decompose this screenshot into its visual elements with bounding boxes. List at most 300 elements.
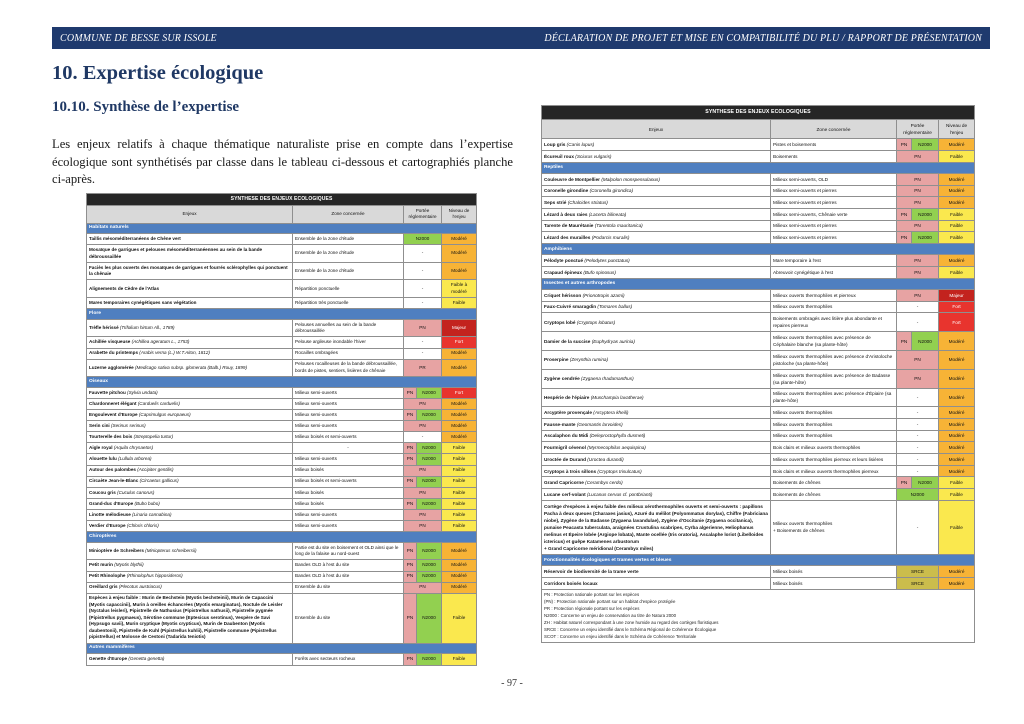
pn-badge: PN [897, 332, 912, 351]
level-badge: Modéré [442, 582, 477, 593]
pn-badge: PN [404, 571, 417, 582]
scientific-name: (Cerambyx cerdo) [585, 480, 623, 486]
table-row [87, 387, 477, 398]
zone-cell: Bois clairs et milieux ouverts thermophiles pierreux [771, 465, 897, 477]
scientific-name: (Uroctea durandi) [587, 456, 624, 462]
level-badge: Faible [442, 298, 477, 309]
zone-cell: Partie est du site en boisement et OLD ainsi que le long de la falaise au nord-ouest [293, 542, 404, 560]
zone-cell: Forêts avec secteurs rocheux [293, 654, 404, 665]
zone-cell: Boisements de chênes [771, 477, 897, 489]
n2000-badge: N2000 [912, 139, 939, 151]
level-badge: Faible [442, 521, 477, 532]
scientific-name: (Cryptops lobatus) [576, 319, 616, 325]
level-badge: Modéré [939, 578, 975, 590]
legend-line: SRCE : Concerne un enjeu identifié dans le Schéma Régional de Cohérence Écologique [544, 627, 717, 633]
level-badge: Fort [442, 387, 477, 398]
scientific-name: (Zygaena rhadamanthus) [581, 376, 634, 382]
table-row [87, 410, 477, 421]
enjeu-cell [542, 477, 771, 489]
pn-badge: PN [404, 387, 417, 398]
species-name: Uroctée de Durand [544, 456, 586, 462]
legend-line: PR : Protection régionale portant sur les espèces [544, 606, 640, 612]
enjeu-cell [87, 487, 293, 498]
scientific-name: (Caprimulgus europaeus) [138, 411, 191, 417]
species-name: Mares temporaires cynégétiques sans végétation [89, 299, 197, 305]
enjeu-cell [542, 369, 771, 388]
table-row [542, 418, 975, 430]
pn-badge: PN [404, 509, 442, 520]
table-row [87, 476, 477, 487]
zone-cell: Milieux boisés et semi-ouverts [293, 476, 404, 487]
species-name: Écureuil roux [544, 153, 574, 159]
n2000-badge: N2000 [417, 454, 442, 465]
enjeu-cell [87, 509, 293, 520]
n2000-badge: N2000 [417, 387, 442, 398]
portee-none: - [404, 280, 442, 298]
table-row [542, 209, 975, 221]
species-name: Autour des palombes [89, 467, 136, 473]
scientific-name: (Zerynthia rumina) [569, 357, 609, 363]
pn-badge: PN [404, 542, 417, 560]
enjeu-cell [542, 267, 771, 279]
species-name: Damier de la succise [544, 338, 591, 344]
section-row [542, 244, 975, 255]
section-row [87, 532, 477, 543]
level-badge: Modéré [442, 399, 477, 410]
legend-line: (PN) : Protection nationale portant sur un habitat d'espèce protégée [544, 599, 676, 605]
portee-none: - [404, 432, 442, 443]
portee-none: - [404, 245, 442, 263]
table-row [542, 388, 975, 407]
species-name: Lucane cerf-volant [544, 491, 586, 497]
species-name: Chardonneret élégant [89, 400, 137, 406]
enjeu-cell [542, 197, 771, 209]
col-header-zone: Zone concernée [771, 120, 897, 139]
zone-cell: Milieux semi-ouverts et pierres [771, 232, 897, 244]
enjeu-cell [542, 418, 771, 430]
table-row [87, 509, 477, 520]
enjeu-cell [87, 234, 293, 245]
zone-cell: Rocailles ombragées [293, 348, 404, 359]
species-name: Grand-duc d'Europe [89, 500, 134, 506]
table-row [542, 267, 975, 279]
pn-badge: PN [897, 173, 939, 185]
legend-row [542, 589, 975, 643]
enjeu-cell [87, 476, 293, 487]
zone-cell: Pelouses rocailleuses de la bande débroussaillée, bords de pistes, sentiers, lisières de chênaie [293, 359, 404, 377]
portee-none: - [404, 348, 442, 359]
table-row [542, 350, 975, 369]
synthesis-table-left [86, 193, 476, 662]
section-row [542, 278, 975, 289]
species-name: Coronelle girondine [544, 188, 589, 194]
level-badge: Faible [939, 150, 975, 162]
table-row [542, 197, 975, 209]
species-name: Espèces à enjeu faible : Murin de Bechstein (Myotis bechsteinii), Murin de Capaccini (Myotis capaccinii), Murin à oreilles échancrées (Myotis emarginatus), Noctule de Leisler (Nyctalus leisleri), Pipistrelle de Nathusius (Pipistrellus nathusii), Pipistrelle pygmée (Pipistrellus pygmaeus), Sérotine commune (Eptesicus serotinus), Vespère de Savi (Hypsugo savii), Murin cryptique (Myotis crypticus), Murin de Daubenton (Myotis daubentonii), Pipistrelle de Kuhl (Pipistrellus kuhlii), Pipistrelle commune (Pipistrellus pipistrellus) et Molosse de Cestoni (Tadarida teniotis) [89, 595, 283, 640]
section-row [542, 162, 975, 173]
scientific-name: (Sylvia undata) [127, 389, 158, 395]
header-band [52, 27, 990, 49]
table-body [542, 139, 975, 589]
enjeu-cell [87, 298, 293, 309]
pn-badge: PN [404, 421, 442, 432]
scientific-name: (Deleproctophylla dusmeti) [589, 433, 646, 439]
commune-label: COMMUNE DE BESSE SUR ISSOLE [60, 32, 217, 44]
level-badge: Faible [442, 465, 477, 476]
col-header-portee: Portée réglementaire [897, 120, 939, 139]
level-badge: Modéré [442, 348, 477, 359]
pn-badge: PN [897, 350, 939, 369]
level-badge: Modéré [442, 234, 477, 245]
section-row [87, 643, 477, 654]
zone-cell: Milieux semi-ouverts [293, 421, 404, 432]
table-row [87, 359, 477, 377]
table-legend [542, 589, 975, 643]
zone-cell: Milieux semi-ouverts et pierres [771, 185, 897, 197]
col-header-enjeux: Enjeux [542, 120, 771, 139]
enjeu-cell [542, 332, 771, 351]
species-name: Lézard à deux raies [544, 211, 588, 217]
level-badge: Faible [939, 489, 975, 501]
scientific-name: (Tarentola mauritanica) [594, 223, 643, 229]
zone-cell: Milieux semi-ouverts et pierres [771, 220, 897, 232]
enjeu-cell [87, 399, 293, 410]
enjeu-cell [87, 319, 293, 337]
species-name: Fourmigril cévenol [544, 445, 586, 451]
table-body [87, 223, 477, 665]
col-header-niveau: Niveau de l'enjeu [442, 205, 477, 223]
species-name: Genette d'Europe [89, 656, 128, 662]
level-badge: Modéré [442, 410, 477, 421]
scientific-name: (Arcyptera kheili) [593, 410, 629, 416]
zone-cell: Milieux ouverts thermophiles [771, 301, 897, 313]
level-badge: Modéré [939, 350, 975, 369]
species-name: Coucou gris [89, 489, 116, 495]
scientific-name: (Bufo spinosus) [583, 269, 616, 275]
level-badge: Faible [442, 443, 477, 454]
species-name: Hespérie de l'épiaire [544, 394, 590, 400]
zone-cell: Milieux semi-ouverts [293, 454, 404, 465]
section-label: Oiseaux [87, 377, 477, 388]
legend-line: SCOT : Concerne un enjeu identifié dans le Schéma de Cohérence Territoriale [544, 634, 697, 640]
level-badge: Modéré [442, 421, 477, 432]
zone-cell: Abreuvoir cynégétique à l'est [771, 267, 897, 279]
level-badge: Faible [939, 232, 975, 244]
portee-none: - [897, 388, 939, 407]
enjeu-cell [542, 301, 771, 313]
zone-cell: Pelouses annuelles au sein de la bande débroussaillée [293, 319, 404, 337]
species-name: Verdier d'Europe [89, 522, 126, 528]
level-badge: Modéré [939, 173, 975, 185]
pn-badge: PN [897, 197, 939, 209]
pn-badge: PN [404, 443, 417, 454]
portee-none: - [897, 500, 939, 554]
pn-badge: PN [897, 255, 939, 267]
level-badge: Modéré [939, 442, 975, 454]
table-row [87, 487, 477, 498]
table-row [87, 498, 477, 509]
table-header-row [542, 120, 975, 139]
pn-badge: PN [897, 232, 912, 244]
level-badge: Modéré [442, 560, 477, 571]
table-row [87, 337, 477, 348]
scientific-name: (Cuculus canorus) [117, 489, 155, 495]
level-badge: Majeur [442, 319, 477, 337]
section-title: 10. Expertise écologique [52, 62, 264, 84]
scientific-name: (Cryptops trisulcatus) [597, 468, 642, 474]
species-name: Arcyptère provençale [544, 410, 592, 416]
table-row [87, 521, 477, 532]
scientific-name: (Myotis blythii) [114, 562, 144, 568]
species-name: Proserpine [544, 357, 569, 363]
section-label: Habitats naturels [87, 223, 477, 234]
level-badge: Faible [442, 498, 477, 509]
pn-badge: PN [897, 150, 939, 162]
enjeu-cell [87, 498, 293, 509]
n2000-badge: N2000 [404, 234, 442, 245]
level-badge: Faible à modéré [442, 280, 477, 298]
table-row [87, 234, 477, 245]
enjeu-cell [542, 150, 771, 162]
enjeu-cell [87, 654, 293, 665]
level-badge: Modéré [939, 407, 975, 419]
enjeu-cell [542, 185, 771, 197]
scientific-name: (Linaria cannabina) [132, 511, 172, 517]
enjeu-cell [87, 421, 293, 432]
table-row [542, 500, 975, 554]
pn-badge: PN [897, 369, 939, 388]
enjeu-cell [87, 245, 293, 263]
scientific-name: (Plecotus austriacus) [118, 584, 162, 590]
zone-cell: Ensemble de la zone d'étude [293, 245, 404, 263]
n2000-badge: N2000 [912, 332, 939, 351]
enjeu-cell [542, 209, 771, 221]
level-badge: Faible [442, 654, 477, 665]
srce-badge: SRCE [897, 566, 939, 578]
scientific-name: (Canis lupus) [566, 142, 595, 148]
species-name: Minioptère de Schreibers [89, 547, 144, 553]
table-row [87, 443, 477, 454]
species-name: Seps strié [544, 200, 567, 206]
table-row [87, 319, 477, 337]
enjeu-cell [87, 521, 293, 532]
section-label: Chiroptères [87, 532, 477, 543]
zone-cell: Milieux semi-ouverts, OLD [771, 173, 897, 185]
n2000-badge: N2000 [417, 560, 442, 571]
table-row [542, 430, 975, 442]
section-label: Flore [87, 309, 477, 320]
pn-badge: PN [404, 654, 417, 665]
n2000-badge: N2000 [912, 477, 939, 489]
table-title-row [87, 194, 477, 206]
species-name: Criquet hérisson [544, 292, 582, 298]
zone-cell: Ensemble de la zone d'étude [293, 262, 404, 280]
pn-badge: PN [897, 477, 912, 489]
table-row [87, 262, 477, 280]
species-name: Tarente de Maurétanie [544, 223, 594, 229]
scientific-name: (Chloris chloris) [126, 522, 159, 528]
scientific-name: (Accipiter gentilis) [137, 467, 174, 473]
zone-cell: Ensemble du site [293, 582, 404, 593]
table-row [87, 245, 477, 263]
section-row [87, 223, 477, 234]
level-badge: Modéré [939, 369, 975, 388]
level-badge: Fort [939, 301, 975, 313]
zone-cell: Milieux ouverts thermophiles + Boisements de chênes [771, 500, 897, 554]
table-row [542, 407, 975, 419]
species-name: Circaète Jean-le-Blanc [89, 478, 139, 484]
species-name: Alignements de Cèdre de l'Atlas [89, 285, 160, 291]
pr-badge: PR [404, 359, 442, 377]
document-title: DÉCLARATION DE PROJET ET MISE EN COMPATIBILITÉ DU PLU / RAPPORT DE PRÉSENTATION [544, 32, 982, 44]
enjeu-cell [87, 593, 293, 643]
species-name: Aigle royal [89, 445, 113, 451]
species-name: Ascalaphon du Midi [544, 433, 589, 439]
species-name: Cryptops à trois sillons [544, 468, 597, 474]
table-row [87, 421, 477, 432]
portee-none: - [897, 454, 939, 466]
pn-badge: PN [404, 319, 442, 337]
zone-cell: Milieux semi-ouverts [293, 521, 404, 532]
species-name: Pélodyte ponctué [544, 258, 584, 264]
zone-cell: Milieux semi-ouverts et pierres [771, 197, 897, 209]
n2000-badge: N2000 [897, 489, 939, 501]
scientific-name: (Streptopelia turtur) [133, 434, 174, 440]
zone-cell: Milieux ouverts thermophiles et pierreux [771, 290, 897, 302]
level-badge: Faible [442, 454, 477, 465]
level-badge: Modéré [442, 245, 477, 263]
legend-line: N2000 : Concerne un enjeu de conservation au titre de Natura 2000 [544, 613, 677, 619]
zone-cell: Milieux semi-ouverts [293, 410, 404, 421]
scientific-name: (Trifolium hirtum All., 1789) [119, 324, 175, 330]
table-row [87, 454, 477, 465]
level-badge: Faible [442, 593, 477, 643]
level-badge: Faible [442, 476, 477, 487]
species-name: Mosaïque de garrigues et pelouses mésoméditerranéennes au sein de la bande débroussaillée [89, 247, 263, 259]
table-title: SYNTHESE DES ENJEUX ECOLOGIQUES [542, 106, 975, 120]
scientific-name: (Muschampia lavatherae) [590, 394, 644, 400]
pn-badge: PN [404, 498, 417, 509]
enjeu-cell [87, 262, 293, 280]
pn-badge: PN [404, 476, 417, 487]
pn-badge: PN [404, 465, 442, 476]
level-badge: Modéré [939, 566, 975, 578]
portee-none: - [897, 301, 939, 313]
table-row [87, 654, 477, 665]
intro-paragraph: Les enjeux relatifs à chaque thématique naturaliste prise en compte dans l’expertise écologique sont synthétisés par classe dans le tableau ci-dessous et cartographiés planche ci-après. [52, 137, 513, 186]
section-label: Insectes et autres arthropodes [542, 278, 975, 289]
section-label: Reptiles [542, 162, 975, 173]
level-badge: Faible [939, 220, 975, 232]
zone-cell: Ensemble du site [293, 593, 404, 643]
scientific-name: (Achillea ageratum L., 1753) [131, 339, 190, 345]
level-badge: Modéré [442, 359, 477, 377]
species-name: Achillée visqueuse [89, 339, 131, 345]
scientific-name: (Euphydryas aurinia) [591, 338, 635, 344]
enjeu-cell [87, 337, 293, 348]
table-row [87, 571, 477, 582]
zone-cell: Mare temporaire à l'est [771, 255, 897, 267]
scientific-name: (Chalcides striatus) [567, 200, 608, 206]
enjeu-cell [87, 432, 293, 443]
portee-none: - [897, 407, 939, 419]
scientific-name: (Lucanus cervus cf. pontbrianti) [587, 491, 653, 497]
n2000-badge: N2000 [912, 232, 939, 244]
table-row [542, 185, 975, 197]
level-badge: Modéré [442, 571, 477, 582]
enjeu-cell [542, 313, 771, 332]
zone-cell: Boisements ombragés avec litière plus abondante et repaires pierreux [771, 313, 897, 332]
zone-cell: Milieux ouverts thermophiles [771, 430, 897, 442]
zone-cell: Répartition très ponctuelle [293, 298, 404, 309]
enjeu-cell [87, 560, 293, 571]
scientific-name: (Miniopterus schreibersii) [145, 547, 197, 553]
level-badge: Faible [939, 477, 975, 489]
species-name: Zygène cendrée [544, 376, 580, 382]
scientific-name: (Coronella girondica) [589, 188, 634, 194]
page-number: - 97 - [501, 678, 523, 689]
level-badge: Faible [939, 500, 975, 554]
level-badge: Modéré [939, 465, 975, 477]
level-badge: Faible [939, 267, 975, 279]
enjeu-cell [542, 139, 771, 151]
enjeu-cell [87, 542, 293, 560]
level-badge: Modéré [939, 197, 975, 209]
table-row [87, 593, 477, 643]
section-row [542, 555, 975, 566]
level-badge: Faible [939, 209, 975, 221]
level-badge: Modéré [939, 454, 975, 466]
level-badge: Faible [442, 487, 477, 498]
table-header-row [87, 205, 477, 223]
section-label: Autres mammifères [87, 643, 477, 654]
enjeu-cell [542, 465, 771, 477]
enjeu-cell [87, 582, 293, 593]
zone-cell: Milieux semi-ouverts [293, 399, 404, 410]
table-row [87, 560, 477, 571]
portee-none: - [404, 298, 442, 309]
n2000-badge: N2000 [417, 593, 442, 643]
enjeu-cell [542, 566, 771, 578]
table-row [87, 432, 477, 443]
table-row [542, 566, 975, 578]
pn-badge: PN [897, 220, 939, 232]
pn-badge: PN [404, 454, 417, 465]
enjeu-cell [542, 388, 771, 407]
portee-none: - [404, 262, 442, 280]
table-row [542, 290, 975, 302]
n2000-badge: N2000 [417, 476, 442, 487]
n2000-badge: N2000 [417, 410, 442, 421]
zone-cell: Milieux boisés et semi-ouverts [293, 432, 404, 443]
pn-badge: PN [404, 593, 417, 643]
enjeu-cell [542, 578, 771, 590]
species-name: Faciès les plus ouverts des mosaïques de garrigues et fourrés sclérophylles qui ponctuent la chênaie [89, 264, 288, 277]
species-name: Alouette lulu [89, 456, 117, 462]
enjeu-cell [542, 430, 771, 442]
level-badge: Majeur [939, 290, 975, 302]
col-header-enjeux: Enjeux [87, 205, 293, 223]
synthesis-table [541, 105, 975, 643]
pn-badge: PN [897, 185, 939, 197]
scientific-name: (Pelodytes punctatus) [584, 258, 630, 264]
table-row [542, 369, 975, 388]
species-name: Réservoir de biodiversité de la trame verte [544, 569, 639, 575]
level-badge: Modéré [939, 418, 975, 430]
enjeu-cell [87, 348, 293, 359]
table-row [542, 255, 975, 267]
table-row [542, 232, 975, 244]
